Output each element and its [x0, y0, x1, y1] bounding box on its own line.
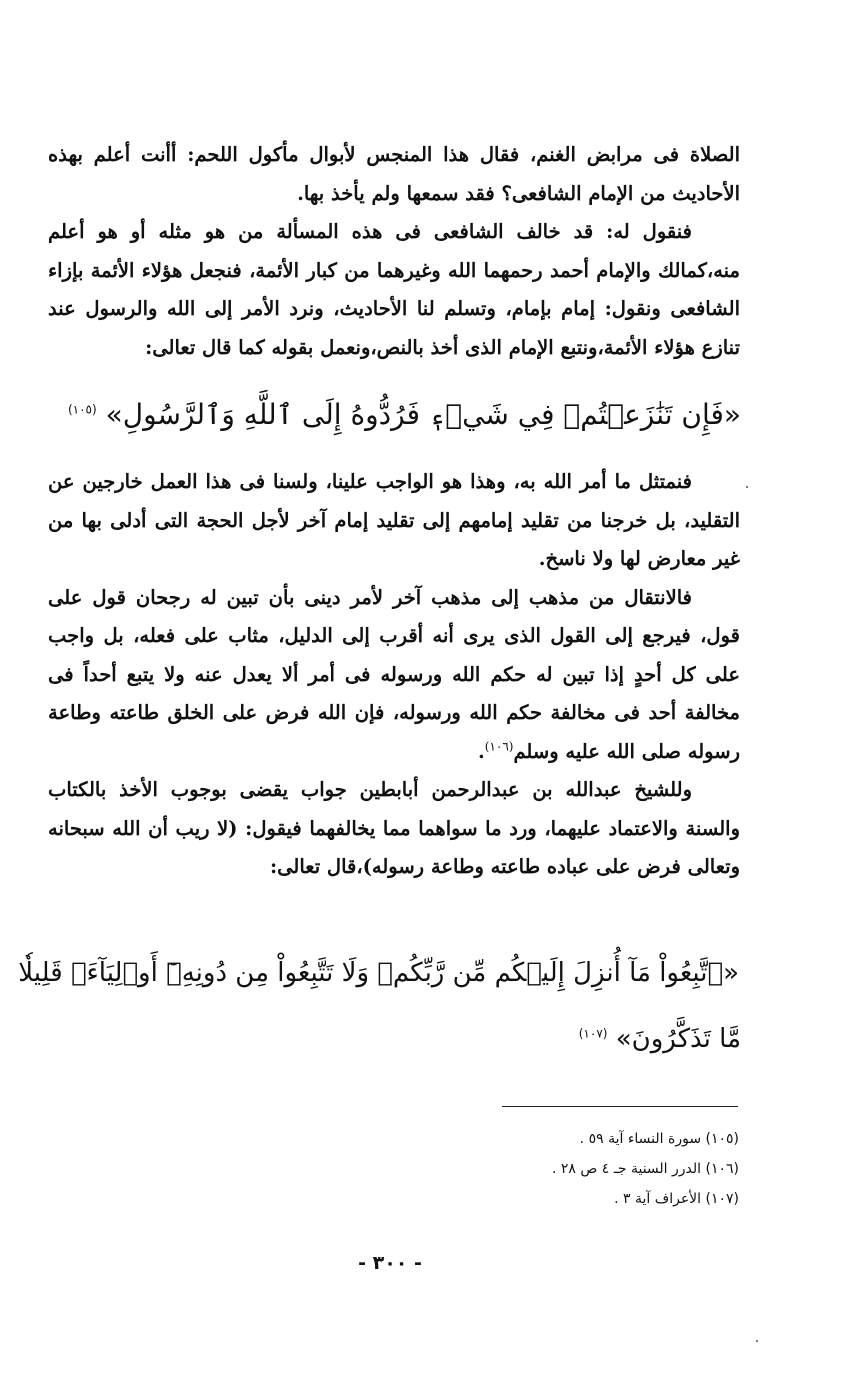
paragraph-3-text: فنمتثل ما أمر الله به، وهذا هو الواجب علينا، ولسنا فى هذا العمل خارجين عن التقليد، بل خرجنا من تقليد إمامهم إلى تقليد إمام آخر لأجل الحجة التى أدلى بها من غير معارض لها ولا ناسخ.	[48, 470, 740, 570]
quran-verse-105	[68, 398, 741, 431]
paragraph-4: فالانتقال من مذهب إلى مذهب آخر لأمر دينى بأن تبين له رجحان قول على قول، فيرجع إلى القول الذى يرى أنه أقرب إلى الدليل، مثاب على فعله، بل واجب على كل أحدٍ إذا تبين له حكم الله ورسوله فى أمر ألا يعدل عنه ولا يتبع أحداً فى مخالفة أحد فى مخالفة حكم الله ورسوله، فإن الله فرض على الخلق طاعته وطاعة رسوله صلى الله عليه وسلم$^{(١٠٦)}$.	[48, 585, 740, 763]
footnotes	[439, 1124, 739, 1214]
footnote-divider	[502, 1106, 738, 1107]
verse-105-ref: (١٠٥)	[67, 402, 97, 417]
scan-speck	[746, 486, 748, 488]
body-text	[48, 136, 740, 887]
page-number: - ٣٠٠ -	[358, 1252, 422, 1274]
footnote-106: (١٠٦) الدرر السنية جـ ٤ ص ٢٨ .	[552, 1161, 739, 1177]
verse-107-ref: (١٠٧)	[578, 1026, 608, 1041]
paragraph-5-text: وللشيخ عبدالله بن عبدالرحمن أبابطين جواب يقضى بوجوب الأخذ بالكتاب والسنة والاعتماد عليهما، ورد ما سواهما مما يخالفهما فيقول: (لا ريب أن الله سبحانه وتعالى فرض على عباده طاعته وطاعة رسوله)،قال تعالى:	[48, 778, 740, 878]
verse-105-text: «فَإِن تَنَٰزَعۡتُمۡ فِي شَيۡءٖ فَرُدُّوهُ إِلَى ٱللَّهِ وَٱلرَّسُولِ»	[105, 398, 741, 431]
paragraph-5	[48, 771, 740, 887]
footnote-107: (١٠٧) الأعراف آية ٣ .	[614, 1191, 739, 1207]
quran-verse-107-line-1	[18, 958, 739, 988]
footnote-105: (١٠٥) سورة النساء آية ٥٩ .	[579, 1131, 739, 1147]
footnote-ref-106: (١٠٦)	[484, 739, 514, 753]
paragraph-4-text: فالانتقال من مذهب إلى مذهب آخر لأمر دينى بأن تبين له رجحان قول على قول، فيرجع إلى القول الذى يرى أنه أقرب إلى الدليل، مثاب على فعله، بل واجب على كل أحدٍ إذا تبين له حكم الله ورسوله فى أمر ألا يعدل عنه ولا يتبع أحداً فى مخالفة أحد فى مخالفة حكم الله ورسوله، فإن الله فرض على الخلق طاعته وطاعة رسوله صلى الله عليه وسلم	[48, 585, 740, 763]
paragraph-1-text: الصلاة فى مرابض الغنم، فقال هذا المنجس لأبوال مأكول اللحم: أأنت أعلم بهذه الأحاديث من الإمام الشافعى؟ فقد سمعها ولم يأخذ بها.	[48, 143, 740, 205]
verse-107-line-2-text: مَّا تَذَكَّرُونَ»	[615, 1024, 741, 1054]
paragraph-2-text: فنقول له: قد خالف الشافعى فى هذه المسألة من هو مثله أو هو أعلم منه،كمالك والإمام أحمد رحمهما الله وغيرهما من كبار الأئمة، فنجعل هؤلاء الأئمة بإزاء الشافعى ونقول: إمام بإمام، وتسلم لنا الأحاديث، ونرد الأمر إلى الله والرسول عند تنازع هؤلاء الأئمة،ونتبع الإمام الذى أخذ بالنص،ونعمل بقوله كما قال تعالى:	[48, 220, 740, 359]
paragraph-3	[48, 463, 740, 579]
paragraph-1	[48, 136, 740, 213]
quran-verse-107-line-2	[579, 1024, 741, 1054]
scan-speck	[756, 1340, 758, 1342]
paragraph-2	[48, 213, 740, 367]
verse-107-line-1-text: «ٱتَّبِعُواْ مَآ أُنزِلَ إِلَيۡكُم مِّن رَّبِّكُمۡ وَلَا تَتَّبِعُواْ مِن دُونِهِۦٓ أَوۡلِيَآءَۗ قَلِيلٗا	[18, 958, 739, 988]
